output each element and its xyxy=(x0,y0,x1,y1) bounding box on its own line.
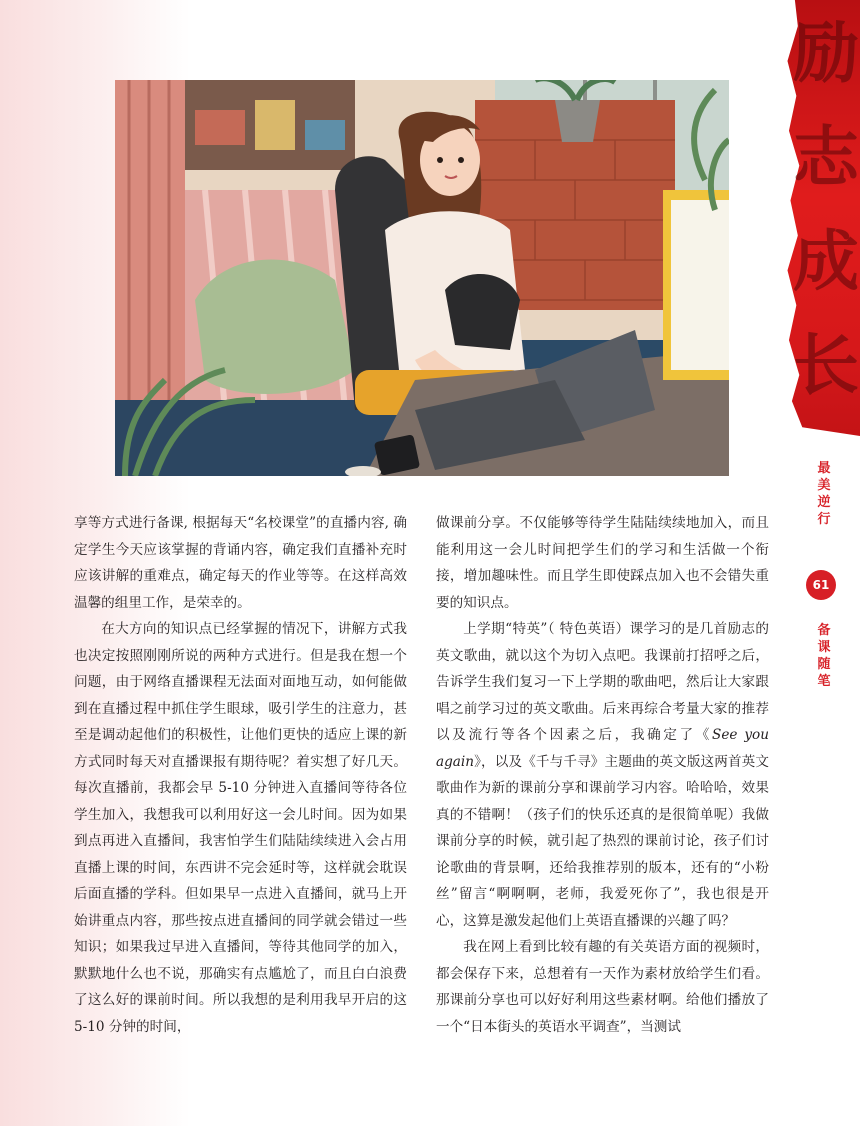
article-paragraph: 做课前分享。不仅能够等待学生陆陆续续地加入，而且能利用这一会儿时间把学生们的学习和生活做一个衔接，增加趣味性。而且学生即使踩点加入也不会错失重要的知识点。 xyxy=(436,515,769,611)
song-title-english: See you again xyxy=(436,727,769,770)
article-paragraph: 享等方式进行备课, 根据每天“名校课堂”的直播内容, 确定学生今天应该掌握的背诵内容，确定我们直播补充时应该讲解的重难点，确定每天的作业等等。在这样高效温馨的组里工作，是荣幸的。 xyxy=(74,515,407,611)
article-paragraph xyxy=(436,616,769,934)
paragraph-text: 上学期“特英”（ 特色英语）课学习的是几首励志的英文歌曲，就以这个为切入点吧。我课前打招呼之后，告诉学生我们复习一下上学期的歌曲吧，然后让大家跟唱之前学习过的英文歌曲。后来再综合考量大家的推荐以及流行等各个因素之后，我确定了《 xyxy=(436,621,769,743)
page-number-badge: 61 xyxy=(806,570,836,600)
brush-banner-title: 励 志 成 长 xyxy=(793,15,859,404)
article-paragraph: 在大方向的知识点已经掌握的情况下，讲解方式我也决定按照刚刚所说的两种方式进行。但是我在想一个问题，由于网络直播课程无法面对面地互动，如何能做到在直播过程中抓住学生眼球，吸引学生的注意力，甚至是调动起他们的积极性，让他们更快的适应上课的新方式同时每天对直播课报有期待呢？着实想了好几天。每次直播前，我都会早 5-10 分钟进入直播间等待各位学生加入，我想我可以利用好这一会儿时间。因为如果到点再进入直播间，我害怕学生们陆陆续续进入会占用直播上课的时间，东西讲不完会延时等，这样就会耽误后面直播的学科。但如果早一点进入直播间，就马上开始讲重点内容，那些按点进直播间的同学就会错过一些知识；如果我过早进入直播间，等待其他同学的加入，默默地什么也不说，那确实有点尴尬了，而且白白浪费了这么好的课前时间。所以我想的是利用我早开启的这 5-10 分钟的时间， xyxy=(74,621,407,1035)
column-name-vertical: 最美逆行 xyxy=(817,461,831,527)
article-left-column xyxy=(74,510,407,1040)
section-name-vertical: 备课随笔 xyxy=(817,623,831,689)
paragraph-text: 》，以及《千与千寻》主题曲的英文版这两首英文歌曲作为新的课前分享和课前学习内容。哈哈哈，效果真的不错啊！（孩子们的快乐还真的是很简单呢）我做课前分享的时候，就引起了热烈的课前讨论，孩子们讨论歌曲的背景啊，还给我推荐别的版本，还有的“小粉丝”留言“啊啊啊，老师，我爱死你了”，我也很是开心，这算是激发起他们上英语直播课的兴趣了吗？ xyxy=(436,753,769,929)
plant-pot xyxy=(555,100,600,142)
article-paragraph: 我在网上看到比较有趣的有关英语方面的视频时，都会保存下来，总想着有一天作为素材放给学生们看。那课前分享也可以好好利用这些素材啊。给他们播放了一个“日本街头的英语水平调查”，当测试 xyxy=(436,939,769,1035)
girl-at-laptop-illustration xyxy=(115,80,729,476)
article-right-column xyxy=(436,510,769,1040)
knee xyxy=(445,274,520,350)
